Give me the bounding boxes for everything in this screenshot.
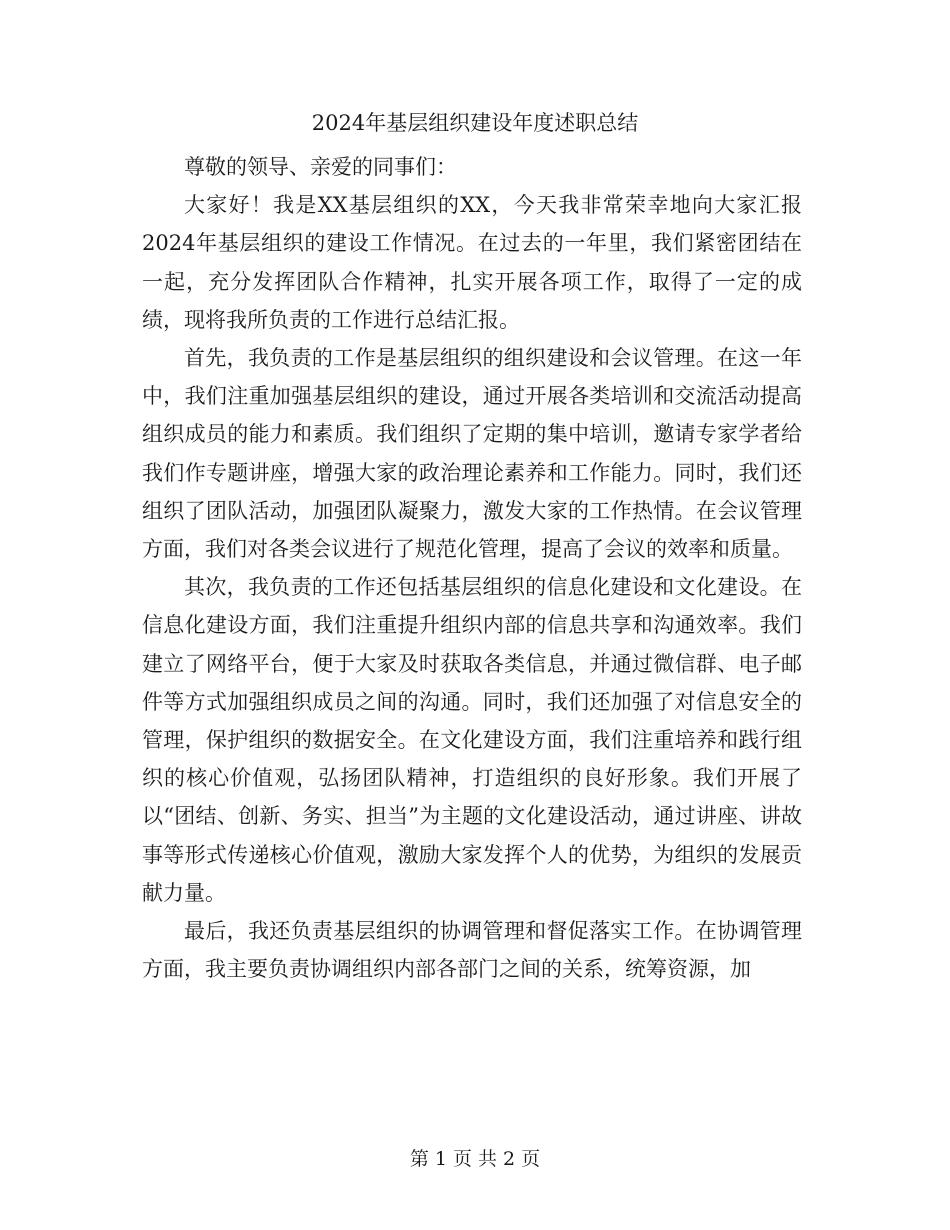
paragraph-intro: 大家好！我是XX基层组织的XX，今天我非常荣幸地向大家汇报2024年基层组织的建设工作情况。在过去的一年里，我们紧密团结在一起，充分发挥团队合作精神，扎实开展各项工作，取得了一定的成绩，现将我所负责的工作进行总结汇报。 (142, 193, 802, 332)
salutation: 尊敬的领导、亲爱的同事们： (184, 155, 457, 179)
paragraph-first: 首先，我负责的工作是基层组织的组织建设和会议管理。在这一年中，我们注重加强基层组织的建设，通过开展各类培训和交流活动提高组织成员的能力和素质。我们组织了定期的集中培训，邀请专家学者给我们作专题讲座，增强大家的政治理论素养和工作能力。同时，我们还组织了团队活动，加强团队凝聚力，激发大家的工作热情。在会议管理方面，我们对各类会议进行了规范化管理，提高了会议的效率和质量。 (142, 346, 802, 562)
page-footer: 第 1 页 共 2 页 (409, 1148, 541, 1170)
paragraph-last: 最后，我还负责基层组织的协调管理和督促落实工作。在协调管理方面，我主要负责协调组织内部各部门之间的关系，统筹资源，加 (142, 919, 802, 982)
document-body (142, 148, 802, 988)
paragraph-second: 其次，我负责的工作还包括基层组织的信息化建设和文化建设。在信息化建设方面，我们注重提升组织内部的信息共享和沟通效率。我们建立了网络平台，便于大家及时获取各类信息，并通过微信群、电子邮件等方式加强组织成员之间的沟通。同时，我们还加强了对信息安全的管理，保护组织的数据安全。在文化建设方面，我们注重培养和践行组织的核心价值观，弘扬团队精神，打造组织的良好形象。我们开展了以“团结、创新、务实、担当”为主题的文化建设活动，通过讲座、讲故事等形式传递核心价值观，激励大家发挥个人的优势，为组织的发展贡献力量。 (142, 575, 802, 905)
document-title: 2024年基层组织建设年度述职总结 (311, 111, 639, 135)
